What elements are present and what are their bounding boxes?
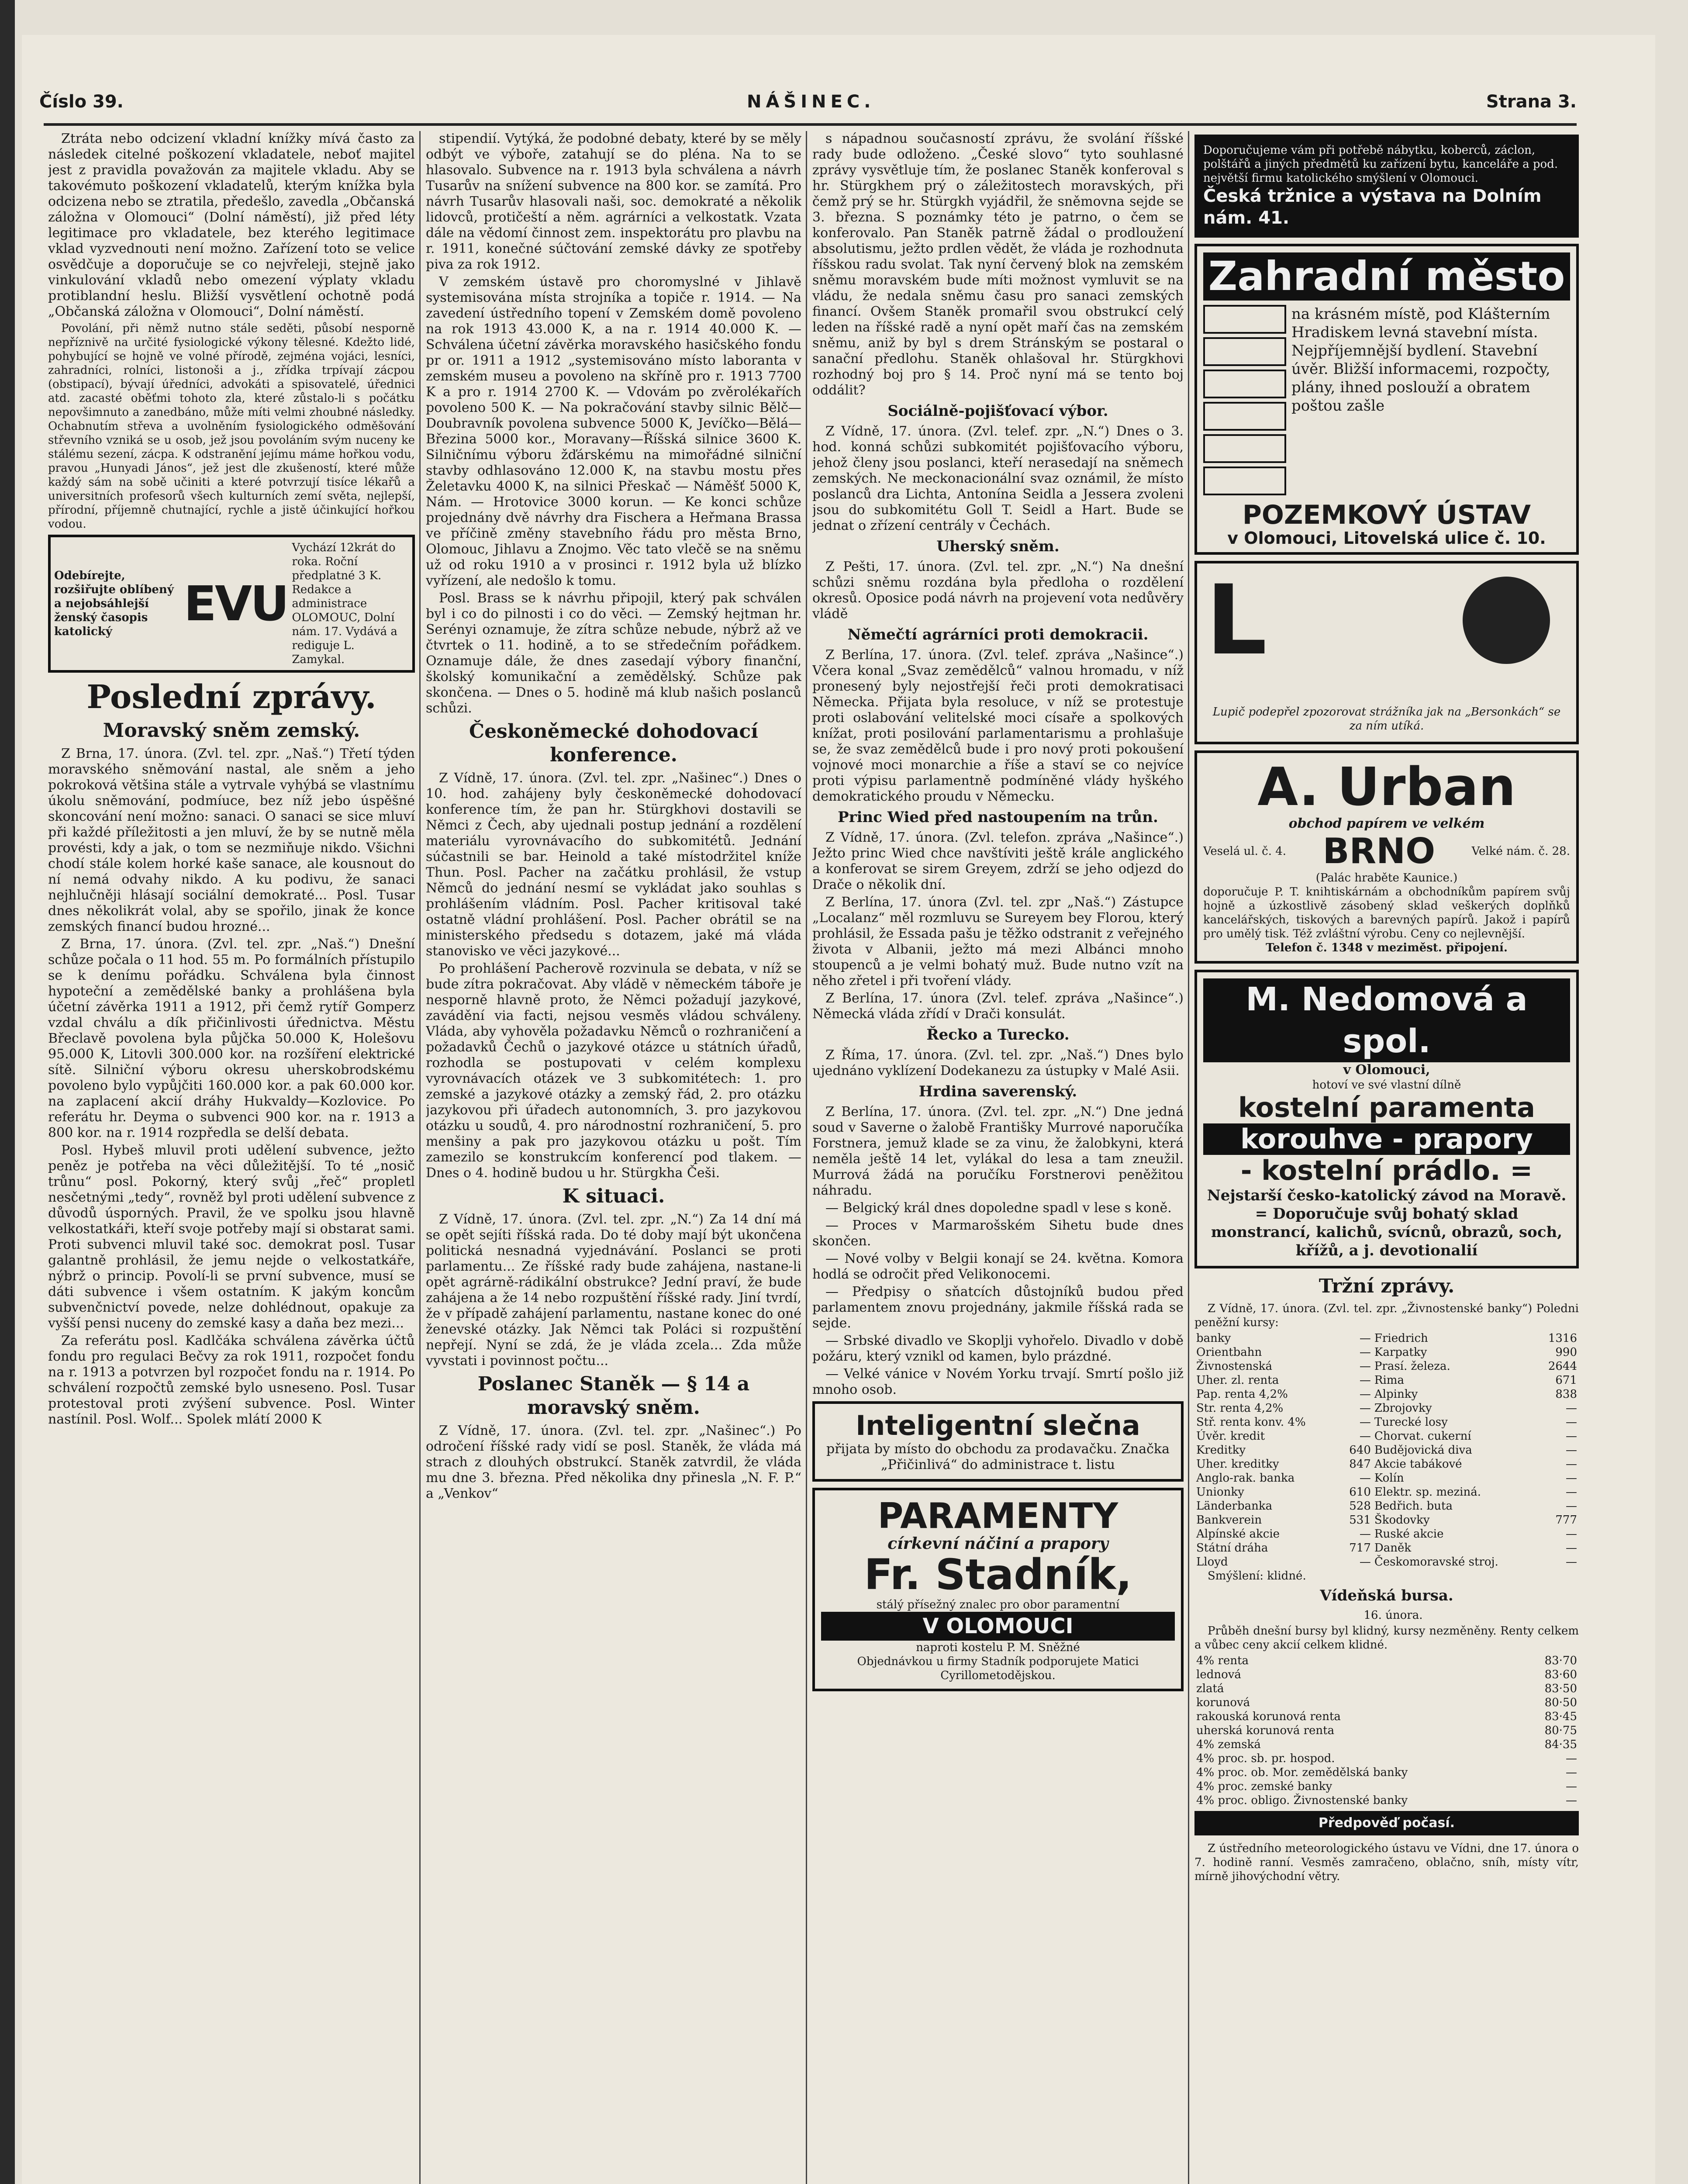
table-cell: 4% renta bbox=[1196, 1654, 1249, 1667]
article-paragraph: Z Brna, 17. února. (Zvl. tel. zpr. „Naš.“) Dnešní schůze počala o 11 hod. 55 m. Po formálních přístupilo se k denímu pořádku. Schválena byla činnost hypoteční a zemědělské banky a prohlášena byla účetní závěrka 1911 a 1912, při čemž rytíř Gomperz vzdal chválu a dík přičinlivosti úřednictva. Městu Břeclavě povolena byla půjčka 50.000 K, Holešovu 95.000 K, Litovli 300.000 kor. na rozšíření elektrické sítě. Silniční výboru okresu uherskobrodskému povoleno bylo vypůjčiti 160.000 kor. a pak 60.000 kor. na zaplacení akcií dráhy Hukvaldy—Kozlovice. Po referátu hr. Deyma o subvenci 900 kor. na r. 1913 a 800 kor. na r. 1914 rozpředla se delší debata. bbox=[48, 936, 415, 1140]
article-title: Hrdina saverenský. bbox=[918, 1083, 1077, 1100]
table-cell: — bbox=[1566, 1402, 1577, 1415]
table-cell: Uher. zl. renta bbox=[1196, 1374, 1279, 1387]
table-cell: — bbox=[1359, 1402, 1371, 1415]
article-paragraph: Povolání, při němž nutno stále seděti, působí nesporně nepříznivě na určité fysiologické výkony tělesné. Kdežto lidé, pohybující se hojně ve volné přírodě, zejména vojáci, lesníci, zahradníci, rolníci, listonoši a j., zřídka trpívají zácpou (obstipací), bývají úředníci, advokáti a spisovatelé, úřednici atd. zacasté oběťmi tohoto zla, které zůstalo-li s počátku nepovšimnuto a zanedbáno, může míti velmi zhoubné následky. Ochabnutím střeva a uvolněním fysiologického odměšování střevního vzniká se u osob, jež jsou povoláním svým nuceny ke stálému sezení, zácpa. K odstranění jejímu máme hořkou vodu, pravou „Hunyadi János“, jež jest dle zkušeností, které může každý sám na sobě učiniti a které potvrzují tisíce lékařů a universitních profesorů všech kulturních zemí světa, nejlepší, přírodní, příjemně chutnající, rychle a jistě účinkující hořkou vodou. bbox=[48, 322, 415, 531]
ad-city: BRNO bbox=[1322, 831, 1436, 871]
table-cell: Elektr. sp. meziná. bbox=[1374, 1486, 1481, 1499]
table-row bbox=[1194, 1429, 1579, 1443]
section-title: Poslední zprávy. bbox=[86, 678, 376, 716]
table-cell: Stř. renta konv. 4% bbox=[1196, 1416, 1306, 1429]
table-row bbox=[1194, 1752, 1579, 1766]
table-cell: 4% proc. ob. Mor. zemědělská banky bbox=[1196, 1766, 1408, 1779]
ad-city: v Olomouci, bbox=[1343, 1062, 1430, 1078]
table-row bbox=[1194, 1654, 1579, 1668]
zahradni-mesto-ad bbox=[1194, 244, 1579, 555]
ad-text: doporučuje P. T. knihtiskárnám a obchodníkům papírem svůj hojně a úzkostlivě zásobený sklad veškerých doplňků kancelářských, tiskových a barevných papírů. Jakož i papírů pro umělý tisk. Též zvláštní výrobu. Ceny co nejlevnější. bbox=[1203, 885, 1570, 940]
article-paragraph: Z Berlína, 17. února. (Zvl. tel. zpr. „N.“) Dne jedná soud v Saverne o žalobě Františky Murrové naporučíka Forstnera, jemuž klade se za vinu, že žalobkyni, která nemělа ještě 14 let, vylákal do lesa a tam zneužil. Murrová žádá na poručíku Forstnerovi peněžitou náhradu. bbox=[812, 1104, 1184, 1198]
table-cell: 2644 bbox=[1548, 1360, 1577, 1373]
evu-ad-left: Odebírejte, rozšiřujte oblíbený a nejobsáhlejší ženský časopis katolický bbox=[54, 569, 174, 638]
table-cell: 777 bbox=[1555, 1514, 1577, 1527]
ad-line: kostelní paramenta bbox=[1238, 1092, 1535, 1123]
table-cell: 990 bbox=[1555, 1346, 1577, 1359]
column-3 bbox=[812, 131, 1184, 2184]
ad-text: Lupič podepřel zpozorovat strážníka jak na „Bersonkách“ se za ním utíká. bbox=[1212, 705, 1561, 733]
ad-text: Nejstarší česko-katolický závod na Moravě. = Doporučuje svůj bohatý sklad monstrancí, kalichů, svícnů, obrazů, soch, křížů, a j. devotionalií bbox=[1207, 1187, 1567, 1259]
table-cell: Daněk bbox=[1374, 1541, 1412, 1555]
table-cell: — bbox=[1359, 1527, 1371, 1541]
table-cell: 80·75 bbox=[1544, 1724, 1577, 1737]
table-row bbox=[1194, 1345, 1579, 1359]
table-row bbox=[1194, 1499, 1579, 1513]
table-cell: — bbox=[1359, 1555, 1371, 1569]
classified-ad bbox=[812, 1401, 1184, 1482]
table-row bbox=[1194, 1766, 1579, 1780]
table-cell: lednová bbox=[1196, 1668, 1241, 1681]
table-row bbox=[1194, 1415, 1579, 1429]
article-title: Sociálně-pojišťovací výbor. bbox=[887, 402, 1108, 420]
table-cell: 4% proc. sb. pr. hospod. bbox=[1196, 1752, 1335, 1765]
ad-subtitle: církevní náčiní a prapory bbox=[887, 1534, 1108, 1553]
ad-line: Objednávkou u firmy Stadník podporujete Matici Cyrillometodějskou. bbox=[857, 1655, 1139, 1682]
table-cell: — bbox=[1566, 1458, 1577, 1471]
table-cell: Úvěr. kredit bbox=[1196, 1430, 1265, 1443]
table-cell: 4% proc. obligo. Živnostenské banky bbox=[1196, 1794, 1408, 1807]
table-cell: Rima bbox=[1374, 1374, 1404, 1387]
page-header bbox=[39, 92, 1577, 118]
table-cell: — bbox=[1566, 1541, 1577, 1555]
news-item: — Předpisy o sňatcích důstojníků budou před parlamentem znovu projednány, jakmile říšská rada se sejde. bbox=[812, 1284, 1184, 1331]
ad-text: přijata by místo do obchodu za prodavačku. Značka „Přičinlivá“ do administrace t. listu bbox=[826, 1441, 1170, 1472]
table-cell: — bbox=[1359, 1430, 1371, 1443]
table-cell: Anglo-rak. banka bbox=[1196, 1472, 1295, 1485]
article-paragraph: Z Říma, 17. února. (Zvl. tel. zpr. „Naš.“) Dnes bylo ujednáno vyklízení Dodekanezu za ústupky v Malé Asii. bbox=[812, 1047, 1184, 1078]
article-paragraph: Z Brna, 17. února. (Zvl. tel. zpr. „Naš.“) Třetí týden moravského sněmování nastal, ale sněm a jeho pokroková většina stále a vytrvale vyhýbá se vlastnímu úkolu sněmování, podmíuce, bez níž jebo úspěšné skoncování není možno: sanaci. O sanaci se sice mluví při každé příležitosti a jen mluví, že by se nutně měla provésti, kdy a jak, o tom se nezmiňuje nikdo. Všichni chodí stále kolem horké kaše sanace, ale kousnout do ní nemá odvahy nikdo. A ku podivu, že sanaci nejhlučněji hlásají sociální demokraté... Posl. Tusar dnes několikrát volal, aby se spořilo, jinak že konce zemských financí budou hrozné... bbox=[48, 746, 415, 934]
table-cell: 610 bbox=[1349, 1486, 1371, 1499]
table-row bbox=[1194, 1373, 1579, 1387]
ad-address: Veselá ul. č. 4. bbox=[1203, 845, 1287, 858]
table-cell: 83·60 bbox=[1544, 1668, 1577, 1681]
page-number: Strana 3. bbox=[1486, 92, 1577, 112]
table-row bbox=[1194, 1443, 1579, 1457]
cartoon-figure bbox=[1463, 577, 1550, 664]
table-cell: banky bbox=[1196, 1332, 1231, 1345]
table-cell: — bbox=[1359, 1374, 1371, 1387]
ad-name: Fr. Stadník, bbox=[864, 1550, 1132, 1599]
article-paragraph: stipendií. Vytýká, že podobné debaty, které by se měly odbýt ve výboře, zatahují se do pléna. Na to se hlasovalo. Subvence na r. 1913 byla schválena a návrh Tusarův na snížení subvence na 800 kor. se zamítá. Pro návrh Tusarův hlasovali naši, soc. demokraté a několik lidovců, protičeští a něm. agrárníci a velkostatk. Vzata dále na vědomí činnost zem. inspektorátu pro plavbu na r. 1911, konečné súčtování zemské dávky ze spotřeby piva za rok 1912. bbox=[426, 131, 801, 272]
table-row bbox=[1194, 1696, 1579, 1710]
article-paragraph: Z Berlína, 17. února (Zvl. tel. zpr „Naš.“) Zástupce „Localanz“ měl rozmluvu se Sureyem bey Florou, který prohlásil, že Essada pašu je těžko odstranit z veřejného života v Albanii, ježto má mezi Albánci mnoho stoupenců a je velmi bohatý muž. Bude nutno vzít na něho zřetel i při tvoření vlády. bbox=[812, 895, 1184, 988]
article-title: Českoněmecké dohodovací konference. bbox=[469, 720, 758, 766]
exchange-date: 16. února. bbox=[1364, 1609, 1423, 1622]
table-cell: 4% proc. zemské banky bbox=[1196, 1780, 1332, 1793]
table-row bbox=[1194, 1724, 1579, 1738]
article-paragraph: Z Vídně, 17. února. (Zvl. tel. zpr. „Našinec“.) Po odročení říšské rady vidí se posl. Staněk, že vláda má strach z dlouhých obstrukcí. Staněk zatvrdil, že vláda mu dne 3. března. Před několika dny přinesla „N. F. P.“ a „Venkov“ bbox=[426, 1423, 801, 1501]
article-title: Moravský sněm zemský. bbox=[103, 719, 360, 742]
bond-table bbox=[1194, 1654, 1579, 1807]
table-cell: Friedrich bbox=[1374, 1332, 1428, 1345]
table-cell: Karpatky bbox=[1374, 1346, 1427, 1359]
column-4 bbox=[1194, 131, 1579, 2184]
lupic-cartoon-ad bbox=[1194, 561, 1579, 744]
news-item: — Nové volby v Belgii konají se 24. května. Komora hodlá se odročit před Velikonocemi. bbox=[812, 1251, 1184, 1282]
evu-ad bbox=[48, 535, 415, 673]
table-row bbox=[1194, 1457, 1579, 1471]
ad-title: A. Urban bbox=[1257, 757, 1516, 818]
table-cell: Škodovky bbox=[1374, 1514, 1430, 1527]
ad-line: Telefon č. 1348 v meziměst. připojení. bbox=[1266, 941, 1508, 954]
article-paragraph: Po prohlášení Pacherově rozvinula se debata, v níž se bude zítra pokračovat. Aby vládě v německém táboře je nesporně hlavně proto, že Němci požadují jazykové, zavádění via facti, nejsou vesměs vládou schváleny. Vláda, aby vyhověla požadavku Němců o rozhraničení a požadavků Čechů o jazykové otázce u státních úřadů, rozhodla se postupovati v celém komplexu vyrovnávacích otázek ve 3 subkomitétech: 1. pro zemské a jazykové otázky a zemský řád, 2. pro otázku jazykovou při úřadech autonomních, 3. pro jazykovou otázku u soudů, 4. pro národnostní rozhraničení, 5. pro menšiny a pak pro jazykovou otázku u pošt. Tím zamezilo se konstrukcím konferencí pod tlakem. — Dnes o 4. hodině budou u hr. Stürgkha Češi. bbox=[426, 961, 801, 1181]
table-cell: — bbox=[1566, 1780, 1577, 1793]
table-cell: — bbox=[1566, 1500, 1577, 1513]
site-plan-graphic bbox=[1203, 305, 1286, 495]
table-cell: 84·35 bbox=[1544, 1738, 1577, 1751]
table-cell: 717 bbox=[1349, 1541, 1371, 1555]
table-cell: — bbox=[1359, 1472, 1371, 1485]
table-cell: Unionky bbox=[1196, 1486, 1244, 1499]
article-paragraph: Z Berlína, 17. února (Zvl. telef. zpráva „Našince“.) Německá vláda zřídí v Drači konsulát. bbox=[812, 991, 1184, 1022]
article-paragraph: Z Vídně, 17. února. (Zvl. telef. zpr. „N.“) Dnes o 3. hod. konná schůzi subkomitét pojišťovacího výboru, jehož členy jsou poslanci, kteří nerasedají na sněmech zemských. Ne meckonacionální svaz oznámil, že místo poslanců dra Lichta, Antonína Seidla a Jessera zvoleni jsou do subkomitétu Goll T. Seidl a Hart. Bude se jednat o zřízení centrály v Čechách. bbox=[812, 424, 1184, 533]
table-cell: Zbrojovky bbox=[1374, 1402, 1432, 1415]
article-title: Princ Wied před nastoupením na trůn. bbox=[838, 809, 1158, 826]
article-paragraph: Z Pešti, 17. února. (Zvl. tel. zpr. „N.“) Na dnešní schůzi sněmu rozdána byla předloha o rozdělení okresů. Oposice podá návrh na projevení vota nedůvěry vládě bbox=[812, 559, 1184, 622]
table-row bbox=[1194, 1331, 1579, 1345]
table-cell: Länderbanka bbox=[1196, 1500, 1273, 1513]
table-cell: uherská korunová renta bbox=[1196, 1724, 1335, 1737]
article-title: Uherský sněm. bbox=[936, 538, 1060, 555]
table-cell: Str. renta 4,2% bbox=[1196, 1402, 1284, 1415]
article-title: K situaci. bbox=[562, 1185, 665, 1207]
table-row bbox=[1194, 1401, 1579, 1415]
column-2 bbox=[426, 131, 801, 2184]
section-title: Předpověď počasí. bbox=[1318, 1815, 1455, 1831]
table-cell: Kreditky bbox=[1196, 1444, 1246, 1457]
table-cell: Pap. renta 4,2% bbox=[1196, 1388, 1288, 1401]
column-divider bbox=[1188, 131, 1189, 2184]
exchange-text: Průběh dnešní bursy byl klidný, kursy nezměněny. Renty celkem a vůbec ceny akcií celkem klidné. bbox=[1194, 1624, 1579, 1652]
table-cell: — bbox=[1566, 1486, 1577, 1499]
weather-text: Z ústředního meteorologického ústavu ve Vídni, dne 17. února o 7. hodině ranní. Vesměs zamračeno, oblačno, sníh, místy vítr, mírně jihovýchodní větry. bbox=[1194, 1842, 1579, 1883]
table-cell: Uher. kreditky bbox=[1196, 1458, 1279, 1471]
table-row bbox=[1194, 1668, 1579, 1682]
ad-title: PARAMENTY bbox=[877, 1496, 1118, 1536]
table-cell: Akcie tabákové bbox=[1374, 1458, 1462, 1471]
table-row bbox=[1194, 1359, 1579, 1373]
table-row bbox=[1194, 1682, 1579, 1696]
news-item: — Velké vánice v Novém Yorku trvají. Smrtí pošlo již mnoho osob. bbox=[812, 1366, 1184, 1397]
paramenty-ad bbox=[812, 1488, 1184, 1691]
ad-line: stálý přísežný znalec pro obor paramentní bbox=[876, 1598, 1120, 1611]
article-paragraph: V zemském ústavě pro choromyslné v Jihlavě systemisována místa strojníka a topiče r. 1914. — Na zavedení ústředního topení v Zemském domě povoleno na rok 1913 43.000 K, a na r. 1914 40.000 K. — Schválena účetní závěrka moravského hasičského fondu pr or. 1911 a 1912 „systemisováno místo laboranta v zemském museu a povoleno na skříně pro r. 1913 7700 K a pro r. 1914 2700 K. — Vdovám po zvěrolékařích povoleno 500 K. — Na pokračování stavby silnic Bělč—Doubravník povolena subvence 5000 K, Jevíčko—Bělá—Březina 5000 kor., Moravany—Říšská silnice 3600 K. Silničnímu výboru žďárskému na mimořádné silniční stavby odhlasováno 12.000 K, na stavbu mostu přes Želetavku 4000 K, na silnici Přeskač — Náměšť 5000 K, Nám. — Hrotovice 3000 korun. — Ke konci schůze projednány dvě návrhy dra Fischera a Heřmana Brassa ve příčině změny stavebního řádu pro města Brno, Olomouc, Jihlavu a Znojmo. Věc tato vlečě se na sněmu už od roku 1910 a v prosinci r. 1912 byla už blízko vyřízení, ale nedošlo k tomu. bbox=[426, 274, 801, 588]
table-cell: 4% zemská bbox=[1196, 1738, 1261, 1751]
stock-table bbox=[1194, 1331, 1579, 1569]
table-cell: — bbox=[1359, 1332, 1371, 1345]
table-row bbox=[1194, 1738, 1579, 1752]
section-title: Tržní zprávy. bbox=[1319, 1275, 1455, 1297]
table-cell: — bbox=[1566, 1472, 1577, 1485]
table-row bbox=[1194, 1513, 1579, 1527]
table-row bbox=[1194, 1485, 1579, 1499]
article-title: Řecko a Turecko. bbox=[926, 1026, 1070, 1044]
table-cell: rakouská korunová renta bbox=[1196, 1710, 1341, 1723]
market-intro: Z Vídně, 17. února. (Zvl. tel. zpr. „Živnostenské banky“) Poledni peněžní kursy: bbox=[1194, 1302, 1579, 1329]
table-cell: 83·70 bbox=[1544, 1654, 1577, 1667]
table-cell: 671 bbox=[1555, 1374, 1577, 1387]
ad-text: Doporučujeme vám při potřebě nábytku, koberců, záclon, polštářů a jiných předmětů ku zařízení bytu, kanceláře a pod. největší firmu katolického smýšlení v Olomouci. bbox=[1203, 144, 1558, 185]
ad-line: korouhve - prapory bbox=[1203, 1123, 1570, 1155]
market-mood: Smýšlení: klidné. bbox=[1208, 1569, 1306, 1583]
evu-logo: EVU bbox=[183, 576, 288, 632]
article-paragraph: Ztráta nebo odcizení vkladní knížky mívá často za následek citelné poškození vkladatele, neboť majitel jest z pravidla považován za majitele vkladu. Aby se takovémuto poškození vkladatelů, kterým knížka byla odcizena nebo se ztratila, předešlo, zavedla „Občanská záložna v Olomouci“ (Dolní náměstí), již před léty legitimace pro vkladatele, bez kterého legitimace vklad vyzvednouti není možno. Zařízení toto se velice osvědčuje a doporučuje se co nejvřeleji, stejně jako vinkulování vkladů nebo omezení výplaty vkladu protiblandní heslu. Bližší vysvětlení ochotně podá „Občanská záložna v Olomouci“, Dolní náměstí. bbox=[48, 131, 415, 319]
ad-address: Velké nám. č. 28. bbox=[1471, 845, 1570, 858]
table-cell: Alpínské akcie bbox=[1196, 1527, 1280, 1541]
table-cell: Turecké losy bbox=[1374, 1416, 1448, 1429]
ad-name: POZEMKOVÝ ÚSTAV bbox=[1242, 500, 1531, 530]
table-cell: — bbox=[1566, 1794, 1577, 1807]
ad-city: V OLOMOUCI bbox=[821, 1612, 1175, 1641]
table-cell: — bbox=[1359, 1360, 1371, 1373]
table-cell: Českomoravské stroj. bbox=[1374, 1555, 1498, 1569]
table-cell: — bbox=[1566, 1444, 1577, 1457]
table-row bbox=[1194, 1794, 1579, 1807]
ad-address: v Olomouci, Litovelská ulice č. 10. bbox=[1227, 529, 1546, 548]
table-cell: 528 bbox=[1349, 1500, 1371, 1513]
ad-subtitle: obchod papírem ve velkém bbox=[1288, 816, 1485, 831]
article-paragraph: Z Vídně, 17. února. (Zvl. tel. zpr. „N.“) Za 14 dní má se opět sejíti říšská rada. Do té doby mají být ukončena politická nesnadná vyjednávání. Poslanci se proti parlamentu... Ze říšské rady bude zahájena, nastane-li opět agrárně-rádikální obstrukce? Jední praví, že bude zahájena a že 14 nebo rozpuštění říšské rady. Jiní tvrdí, že v případě zahájení parlamentu, nastane konec do oné ženevské otázky. Jak Němci tak Poláci si rozpuštění nepřejí. Nyní se zdá, že je vláda zcela... Zda může vyvstati i povinnost počtu... bbox=[426, 1212, 801, 1368]
table-cell: — bbox=[1566, 1416, 1577, 1429]
table-cell: Ruské akcie bbox=[1374, 1527, 1444, 1541]
table-cell: — bbox=[1359, 1416, 1371, 1429]
table-cell: — bbox=[1566, 1430, 1577, 1443]
table-cell: Budějovická diva bbox=[1374, 1444, 1472, 1457]
news-item: — Belgický král dnes dopoledne spadl v lese s koně. bbox=[825, 1200, 1172, 1216]
table-cell: Orientbahn bbox=[1196, 1346, 1262, 1359]
nedomova-ad bbox=[1194, 970, 1579, 1268]
table-cell: — bbox=[1566, 1766, 1577, 1779]
table-row bbox=[1194, 1471, 1579, 1485]
table-row bbox=[1194, 1555, 1579, 1569]
table-cell: Alpinky bbox=[1374, 1388, 1418, 1401]
article-title: Němečtí agrárníci proti demokracii. bbox=[847, 626, 1149, 643]
ad-title: Inteligentní slečna bbox=[856, 1410, 1140, 1441]
article-paragraph: s nápadnou současností zprávu, že svolání říšské rady bude odloženo. „České slovo“ tyto souhlasné zprávy vysvětluje tím, že poslanec Staněk konferoval s hr. Stürgkhem prý o záležitostech moravských, při čemž prý se hr. Stürgkh vyjádřil, že sněmovna sejde se 3. března. S poznámky této je patrno, o čem se konferovalo. Pan Staněk patrně žádal o prodloužení absolutismu, ježto prdlen vědět, že vláda je rozhodnuta říšskou radu svolat. Tak nyní červený blok na zemském sněmu moravském bude míti možnost vymluvit se na vládu, že nedala sněmu času pro sanaci zemských financí. Ovšem Staněk promařil svou obstrukcí celý leden na říšské radě a nyní opět maří čas na zemském sněmu, aniž by byl s drem Stránským se postaral o sanační předlohu. Staněk ohlašoval hr. Stürgkhovi rozhodný boj pro § 14. Proč nyní má se tento boj oddálit? bbox=[812, 131, 1184, 398]
trznice-ad bbox=[1194, 135, 1579, 238]
table-cell: — bbox=[1566, 1752, 1577, 1765]
ad-title: Zahradní město bbox=[1203, 252, 1570, 301]
table-cell: Bedřich. buta bbox=[1374, 1500, 1453, 1513]
column-1 bbox=[48, 131, 415, 2184]
evu-ad-right: Vychází 12krát do roka. Roční předplatné 3 K. Redakce a administrace OLOMOUC, Dolní nám. 17. Vydává a rediguje L. Zamykal. bbox=[292, 541, 397, 666]
column-divider bbox=[419, 131, 421, 2184]
table-cell: Bankverein bbox=[1196, 1514, 1262, 1527]
table-cell: Prasí. železa. bbox=[1374, 1360, 1450, 1373]
ad-title: M. Nedomová a spol. bbox=[1203, 978, 1570, 1062]
ad-text: na krásném místě, pod Klášterním Hradiskem levná stavební místa. Nejpříjemnější bydlení. Stavební úvěr. Bližší informacemi, rozpočty, plány, ihned poslouží a obratem poštou zašle bbox=[1291, 305, 1550, 415]
table-row bbox=[1194, 1541, 1579, 1555]
ad-subtitle: hotoví ve své vlastní dílně bbox=[1312, 1078, 1461, 1092]
news-item: — Srbské divadlo ve Skoplji vyhořelo. Divadlo v době požáru, který vznikl od kamen, bylo prázdné. bbox=[812, 1333, 1184, 1364]
table-cell: Chorvat. cukerní bbox=[1374, 1430, 1471, 1443]
masthead-title: NÁŠINEC. bbox=[747, 92, 875, 112]
table-cell: 80·50 bbox=[1544, 1696, 1577, 1709]
article-paragraph: Z Vídně, 17. února. (Zvl. tel. zpr. „Našinec“.) Dnes o 10. hod. zahájeny byly českoněmecké dohodovací konference tím, že pan hr. Stürgkhovi dostavili se Němci z Čech, aby ujednali postup jednání a rozdělení materiálu vyrovnávacího do subkomitétů. Jednání súčastnili se bar. Heinold a také místodržitel kníže Thun. Posl. Pacher na začátku prohlásil, že vstup Němců do jednání nesmí se vykládat jako souhlas s prohlášením vládním. Posl. Pacher kritisoval také ostatně vládní prohlášení. Posl. Pacher obrátil se na ministerského předsedu s dotazem, jaké má vláda stanovisko ve věci jazykové... bbox=[426, 771, 801, 959]
table-cell: Státní dráha bbox=[1196, 1541, 1268, 1555]
table-cell: 531 bbox=[1349, 1514, 1371, 1527]
table-cell: Živnostenská bbox=[1196, 1360, 1272, 1373]
table-cell: 83·45 bbox=[1544, 1710, 1577, 1723]
table-cell: Kolín bbox=[1374, 1472, 1404, 1485]
table-cell: 83·50 bbox=[1544, 1682, 1577, 1695]
ad-line: naproti kostelu P. M. Sněžné bbox=[916, 1641, 1080, 1654]
article-paragraph: Posl. Hybeš mluvil proti udělení subvence, ježto peněz je potřeba na věci důležitější. To té „nosič trůnu“ posl. Pokorný, který svůj „řeč“ propletl nesčetnými „tedy“, rovněž byl proti udělení subvence z důvodů úsporných. Pravil, že ve spolku jsou hlavně velkostatkáři, kteří svoje potřeby mají si obstarat sami. Proti subvenci mluvil také soc. demokrat posl. Tusar galantně prohlásil, že jemu nejde o velkostatkáře, nýbrž o princip. Povolí-li se první subvence, musí se dáti subvence i všem ostatním. K jakým koncům subvenčnictví povede, nelze dohlédnout, opakuje za vyšší pensi nuceny do zemské kasy a daňa bez mezi... bbox=[48, 1143, 415, 1331]
table-cell: 1316 bbox=[1548, 1332, 1577, 1345]
table-cell: 838 bbox=[1555, 1388, 1577, 1401]
table-cell: 847 bbox=[1349, 1458, 1371, 1471]
table-row bbox=[1194, 1780, 1579, 1794]
page-edge bbox=[0, 0, 15, 2184]
large-letter-l: L bbox=[1206, 564, 1267, 676]
table-cell: korunová bbox=[1196, 1696, 1250, 1709]
article-paragraph: Z Vídně, 17. února. (Zvl. telefon. zpráva „Našince“.) Ježto princ Wied chce navštíviti ještě krále anglického a konferovat se sirem Greyem, zdrží se jeho odjezd do Drače o několik dní. bbox=[812, 830, 1184, 892]
table-cell: — bbox=[1566, 1527, 1577, 1541]
news-item: — Proces v Marmarošském Sihetu bude dnes skončen. bbox=[812, 1218, 1184, 1249]
ad-line: (Palác hraběte Kaunice.) bbox=[1315, 871, 1458, 885]
table-cell: 640 bbox=[1349, 1444, 1371, 1457]
article-paragraph: Z Berlína, 17. února. (Zvl. telef. zpráva „Našince“.) Včera konal „Svaz zemědělců“ valnou hromadu, v níž pronesený byly nejostřejší řeči proti demokratisaci Německa. Přijata byla resoluce, v níž se protestuje proti oslabování velitelské moci císaře a spolkových knížat, proti posilování parlamentarismu a prohlašuje se, že svaz zemědělců bude i pro nový proti pokoušení vojnové moci monarchie a říše a staví se co nejvíce proti výpisu parlamentně podmíněné vlády hyškého demokratického proudu v Německu. bbox=[812, 647, 1184, 804]
table-cell: — bbox=[1359, 1346, 1371, 1359]
issue-number: Číslo 39. bbox=[39, 92, 124, 112]
article-paragraph: Za referátu posl. Kadlčáka schválena závěrka účtů fondu pro regulaci Bečvy za rok 1911, rozpočet fondu na r. 1913 a potvrzen byl rozpočet fondu na r. 1914. Po schválení rozpočtů zemské bylo usneseno. Posl. Tusar protestoval proti zvýšení subvence. Posl. Winter nastínil. Posl. Wolf... Spolek mlátí 2000 K bbox=[48, 1333, 415, 1427]
header-rule bbox=[44, 123, 1577, 126]
table-row bbox=[1194, 1387, 1579, 1401]
table-row bbox=[1194, 1527, 1579, 1541]
weather-title-box bbox=[1194, 1811, 1579, 1835]
section-title: Vídeňská bursa. bbox=[1320, 1587, 1453, 1604]
table-cell: zlatá bbox=[1196, 1682, 1224, 1695]
article-paragraph: Posl. Brass se k návrhu připojil, který pak schválen byl i co do pilnosti i co do věci. — Zemský hejtman hr. Serényi oznamuje, že zítra schůze nebude, nýbrž až ve čtvrtek o 11. hodině, a to se středečním pořádkem. Oznamuje dále, že dnes zasedají výbory finanční, školský komunikační a zemědělský. Schůze pak skončena. — Dnes o 5. hodině má klub našich poslanců schůzi. bbox=[426, 591, 801, 716]
table-row bbox=[1194, 1710, 1579, 1724]
ad-title: Česká tržnice a výstava na Dolním nám. 41. bbox=[1203, 186, 1542, 228]
ad-line: - kostelní prádlo. = bbox=[1240, 1154, 1533, 1186]
column-divider bbox=[806, 131, 807, 2184]
urban-ad bbox=[1194, 750, 1579, 964]
article-title: Poslanec Staněk — § 14 a moravský sněm. bbox=[477, 1373, 750, 1419]
table-cell: Lloyd bbox=[1196, 1555, 1228, 1569]
table-cell: — bbox=[1566, 1555, 1577, 1569]
table-cell: — bbox=[1359, 1388, 1371, 1401]
